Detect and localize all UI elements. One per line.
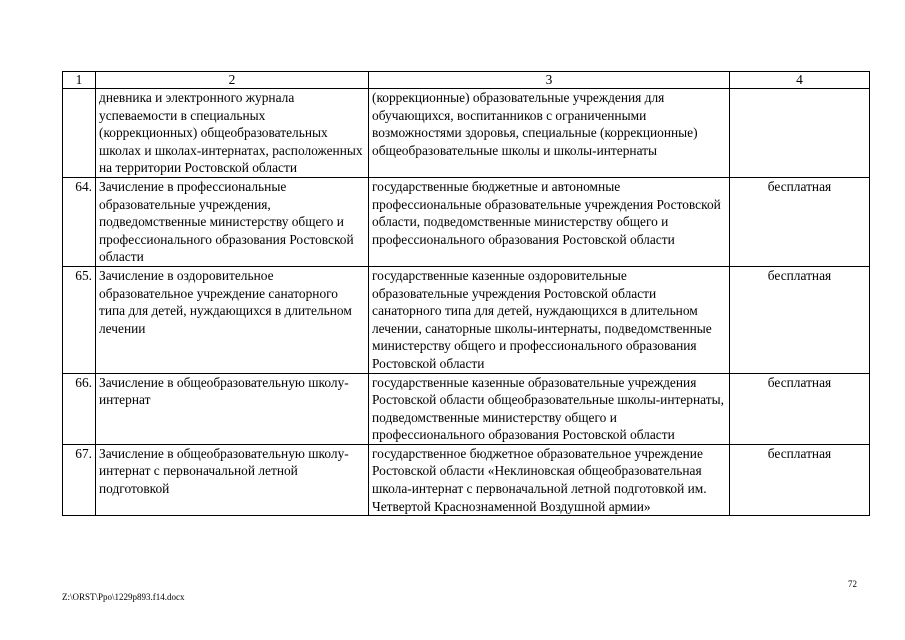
price-type: бесплатная [730,177,870,266]
price-type: бесплатная [730,266,870,373]
page-number: 72 [848,579,857,589]
institution-name: государственное бюджетное образовательное учреждение Ростовской области «Неклиновская общеобразовательная школа-интернат с первоначальной летной подготовкой им. Четвертой Краснознаменной Воздушной армии» [369,444,730,515]
table-header-row [63,72,870,89]
row-number [63,89,96,178]
price-type: бесплатная [730,444,870,515]
service-name: Зачисление в оздоровительное образовательное учреждение санаторного типа для детей, нуждающихся в длительном лечении [96,266,369,373]
column-number-2: 2 [96,72,369,89]
table-row [63,266,870,373]
table-row [63,89,870,178]
price-type: бесплатная [730,373,870,444]
table-row [63,373,870,444]
service-name: Зачисление в общеобразовательную школу-интернат [96,373,369,444]
table-row [63,177,870,266]
price-type [730,89,870,178]
institution-name: государственные бюджетные и автономные профессиональные образовательные учреждения Ростовской области, подведомственные министерству общего и профессионального образования Ростовской области [369,177,730,266]
row-number: 65. [63,266,96,373]
column-number-1: 1 [63,72,96,89]
institution-name: государственные казенные оздоровительные образовательные учреждения Ростовской области санаторного типа для детей, нуждающихся в длительном лечении, санаторные школы-интернаты, подведомственные министерству общего и профессионального образования Ростовской области [369,266,730,373]
service-name: Зачисление в общеобразовательную школу-интернат с первоначальной летной подготовкой [96,444,369,515]
footer-file-path: Z:\ORST\Ppo\1229p893.f14.docx [62,592,185,602]
row-number: 64. [63,177,96,266]
service-name: дневника и электронного журнала успеваемости в специальных (коррекционных) общеобразовательных школах и школах-интернатах, расположенных на территории Ростовской области [96,89,369,178]
column-number-3: 3 [369,72,730,89]
table-row [63,444,870,515]
row-number: 66. [63,373,96,444]
services-table [62,71,870,516]
institution-name: (коррекционные) образовательные учреждения для обучающихся, воспитанников с ограниченными возможностями здоровья, специальные (коррекционные) общеобразовательные школы и школы-интернаты [369,89,730,178]
service-name: Зачисление в профессиональные образовательные учреждения, подведомственные министерству общего и профессионального образования Ростовской области [96,177,369,266]
row-number: 67. [63,444,96,515]
column-number-4: 4 [730,72,870,89]
institution-name: государственные казенные образовательные учреждения Ростовской области общеобразовательные школы-интернаты, подведомственные министерству общего и профессионального образования Ростовской области [369,373,730,444]
